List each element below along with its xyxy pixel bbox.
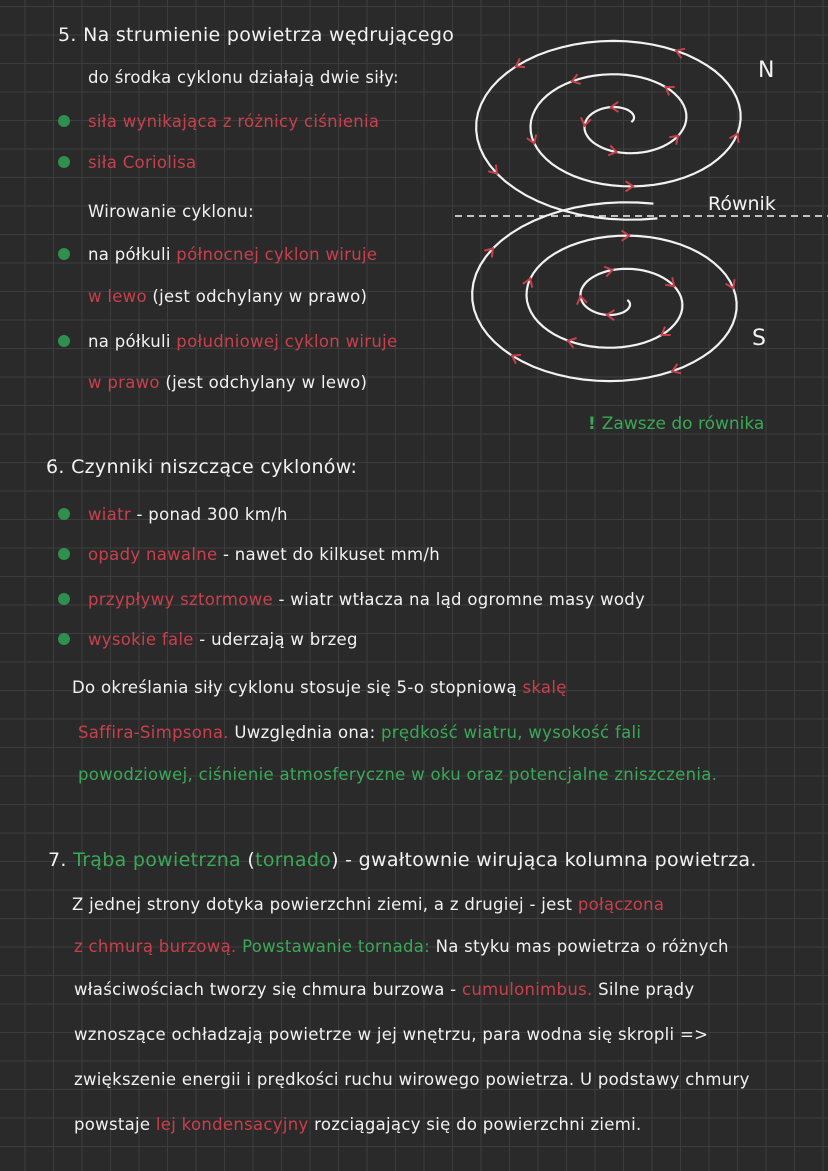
bullet-icon <box>58 248 70 260</box>
text-segment: - nawet do kilkuset mm/h <box>217 545 440 564</box>
highlight-red: południowej cyklon wiruje <box>176 332 398 351</box>
text-segment: 6. Czynniki niszczące cyklonów: <box>46 456 358 478</box>
south-label: S <box>752 326 766 351</box>
section6-line <box>46 456 357 478</box>
highlight-red: siła Coriolisa <box>88 153 197 172</box>
highlight-red: przypływy sztormowe <box>88 590 273 609</box>
highlight-red: w lewo <box>88 287 147 306</box>
highlight-red: lej kondensacyjny <box>155 1115 309 1134</box>
section6-line <box>88 589 645 611</box>
text-segment: Do określania siły cyklonu stosuje się 5-o stopniową <box>72 678 523 697</box>
section5-line <box>88 201 254 223</box>
highlight-red: siła wynikająca z różnicy ciśnienia <box>88 112 380 131</box>
section7-line <box>74 936 729 958</box>
text-segment: zwiększenie energii i prędkości ruchu wirowego powietrza. U podstawy chmury <box>74 1070 750 1089</box>
section5-line <box>88 372 367 394</box>
highlight-green: prędkość wiatru, wysokość fali <box>381 723 642 742</box>
northern-cyclone-spiral <box>476 41 740 220</box>
section5-line <box>58 24 454 46</box>
section5-line <box>88 286 367 308</box>
bullet-icon <box>58 335 70 347</box>
highlight-red: Saffira-Simpsona. <box>78 723 229 742</box>
equator-label: Równik <box>708 193 776 215</box>
text-segment: Z jednej strony dotyka powierzchni ziemi, a z drugiej - jest <box>72 895 578 914</box>
text-segment: (jest odchylany w prawo) <box>146 287 368 306</box>
highlight-green: Trąba powietrzna <box>73 849 242 871</box>
text-segment: - wiatr wtłacza na ląd ogromne masy wody <box>272 590 646 609</box>
section6-line <box>78 722 641 744</box>
section5-line <box>88 111 379 133</box>
text-segment: Na styku mas powietrza o różnych <box>430 937 729 956</box>
text-segment: 5. Na strumienie powietrza wędrującego <box>58 24 455 46</box>
section6-line <box>72 677 567 699</box>
text-segment: do środka cyklonu działają dwie siły: <box>88 68 399 87</box>
section6-line <box>88 629 358 651</box>
highlight-red: wysokie fale <box>88 630 194 649</box>
text-segment: rozciągający się do powierzchni ziemi. <box>308 1115 642 1134</box>
highlight-red: skalę <box>522 678 567 697</box>
highlight-red: połączona <box>577 895 665 914</box>
section5-line <box>88 67 399 89</box>
text-segment: powstaje <box>74 1115 156 1134</box>
section7-line <box>74 1024 708 1046</box>
section5-line <box>88 331 397 353</box>
bullet-icon <box>58 156 70 168</box>
text-segment: - uderzają w brzeg <box>193 630 358 649</box>
highlight-green: tornado <box>255 849 332 871</box>
highlight-red: z chmurą burzową. <box>74 937 237 956</box>
bullet-icon <box>58 115 70 127</box>
section7-line <box>74 979 694 1001</box>
text-segment: ( <box>241 849 256 871</box>
text-segment: wznoszące ochładzają powietrze w jej wnętrzu, para wodna się skropli => <box>74 1025 709 1044</box>
text-segment: Uwzględnia ona: <box>228 723 381 742</box>
text-segment: 7. <box>48 849 74 871</box>
highlight-red: w prawo <box>88 373 160 392</box>
exclamation-icon: ! <box>588 414 596 434</box>
bullet-icon <box>58 593 70 605</box>
highlight-green: Powstawanie tornada: <box>236 937 431 956</box>
section7-line <box>74 1114 642 1136</box>
text-segment: (jest odchylany w lewo) <box>159 373 368 392</box>
section7-line <box>74 1069 750 1091</box>
bullet-icon <box>58 633 70 645</box>
section6-line <box>78 764 717 786</box>
section5-line <box>88 152 196 174</box>
text-segment: Silne prądy <box>592 980 695 999</box>
north-label: N <box>758 58 775 83</box>
section6-line <box>88 544 440 566</box>
southern-cyclone-spiral <box>472 202 736 381</box>
section7-line <box>48 849 757 871</box>
bullet-icon <box>58 548 70 560</box>
highlight-red: opady nawalne <box>88 545 218 564</box>
equator-note <box>588 414 764 434</box>
text-segment: - ponad 300 km/h <box>130 505 288 524</box>
highlight-green: powodziowej, ciśnienie atmosferyczne w oku oraz potencjalne zniszczenia. <box>78 765 718 784</box>
bullet-icon <box>58 508 70 520</box>
text-segment: ) - gwałtownie wirująca kolumna powietrza. <box>331 849 757 871</box>
section7-line <box>72 894 664 916</box>
section6-line <box>88 504 288 526</box>
equator-note-text: Zawsze do równika <box>601 414 765 434</box>
highlight-red: cumulonimbus. <box>462 980 593 999</box>
text-segment: właściwościach tworzy się chmura burzowa - <box>74 980 462 999</box>
text-segment: na półkuli <box>88 245 177 264</box>
section5-line <box>88 244 377 266</box>
highlight-red: północnej cyklon wiruje <box>176 245 378 264</box>
text-segment: na półkuli <box>88 332 177 351</box>
highlight-red: wiatr <box>88 505 131 524</box>
text-segment: Wirowanie cyklonu: <box>88 202 255 221</box>
